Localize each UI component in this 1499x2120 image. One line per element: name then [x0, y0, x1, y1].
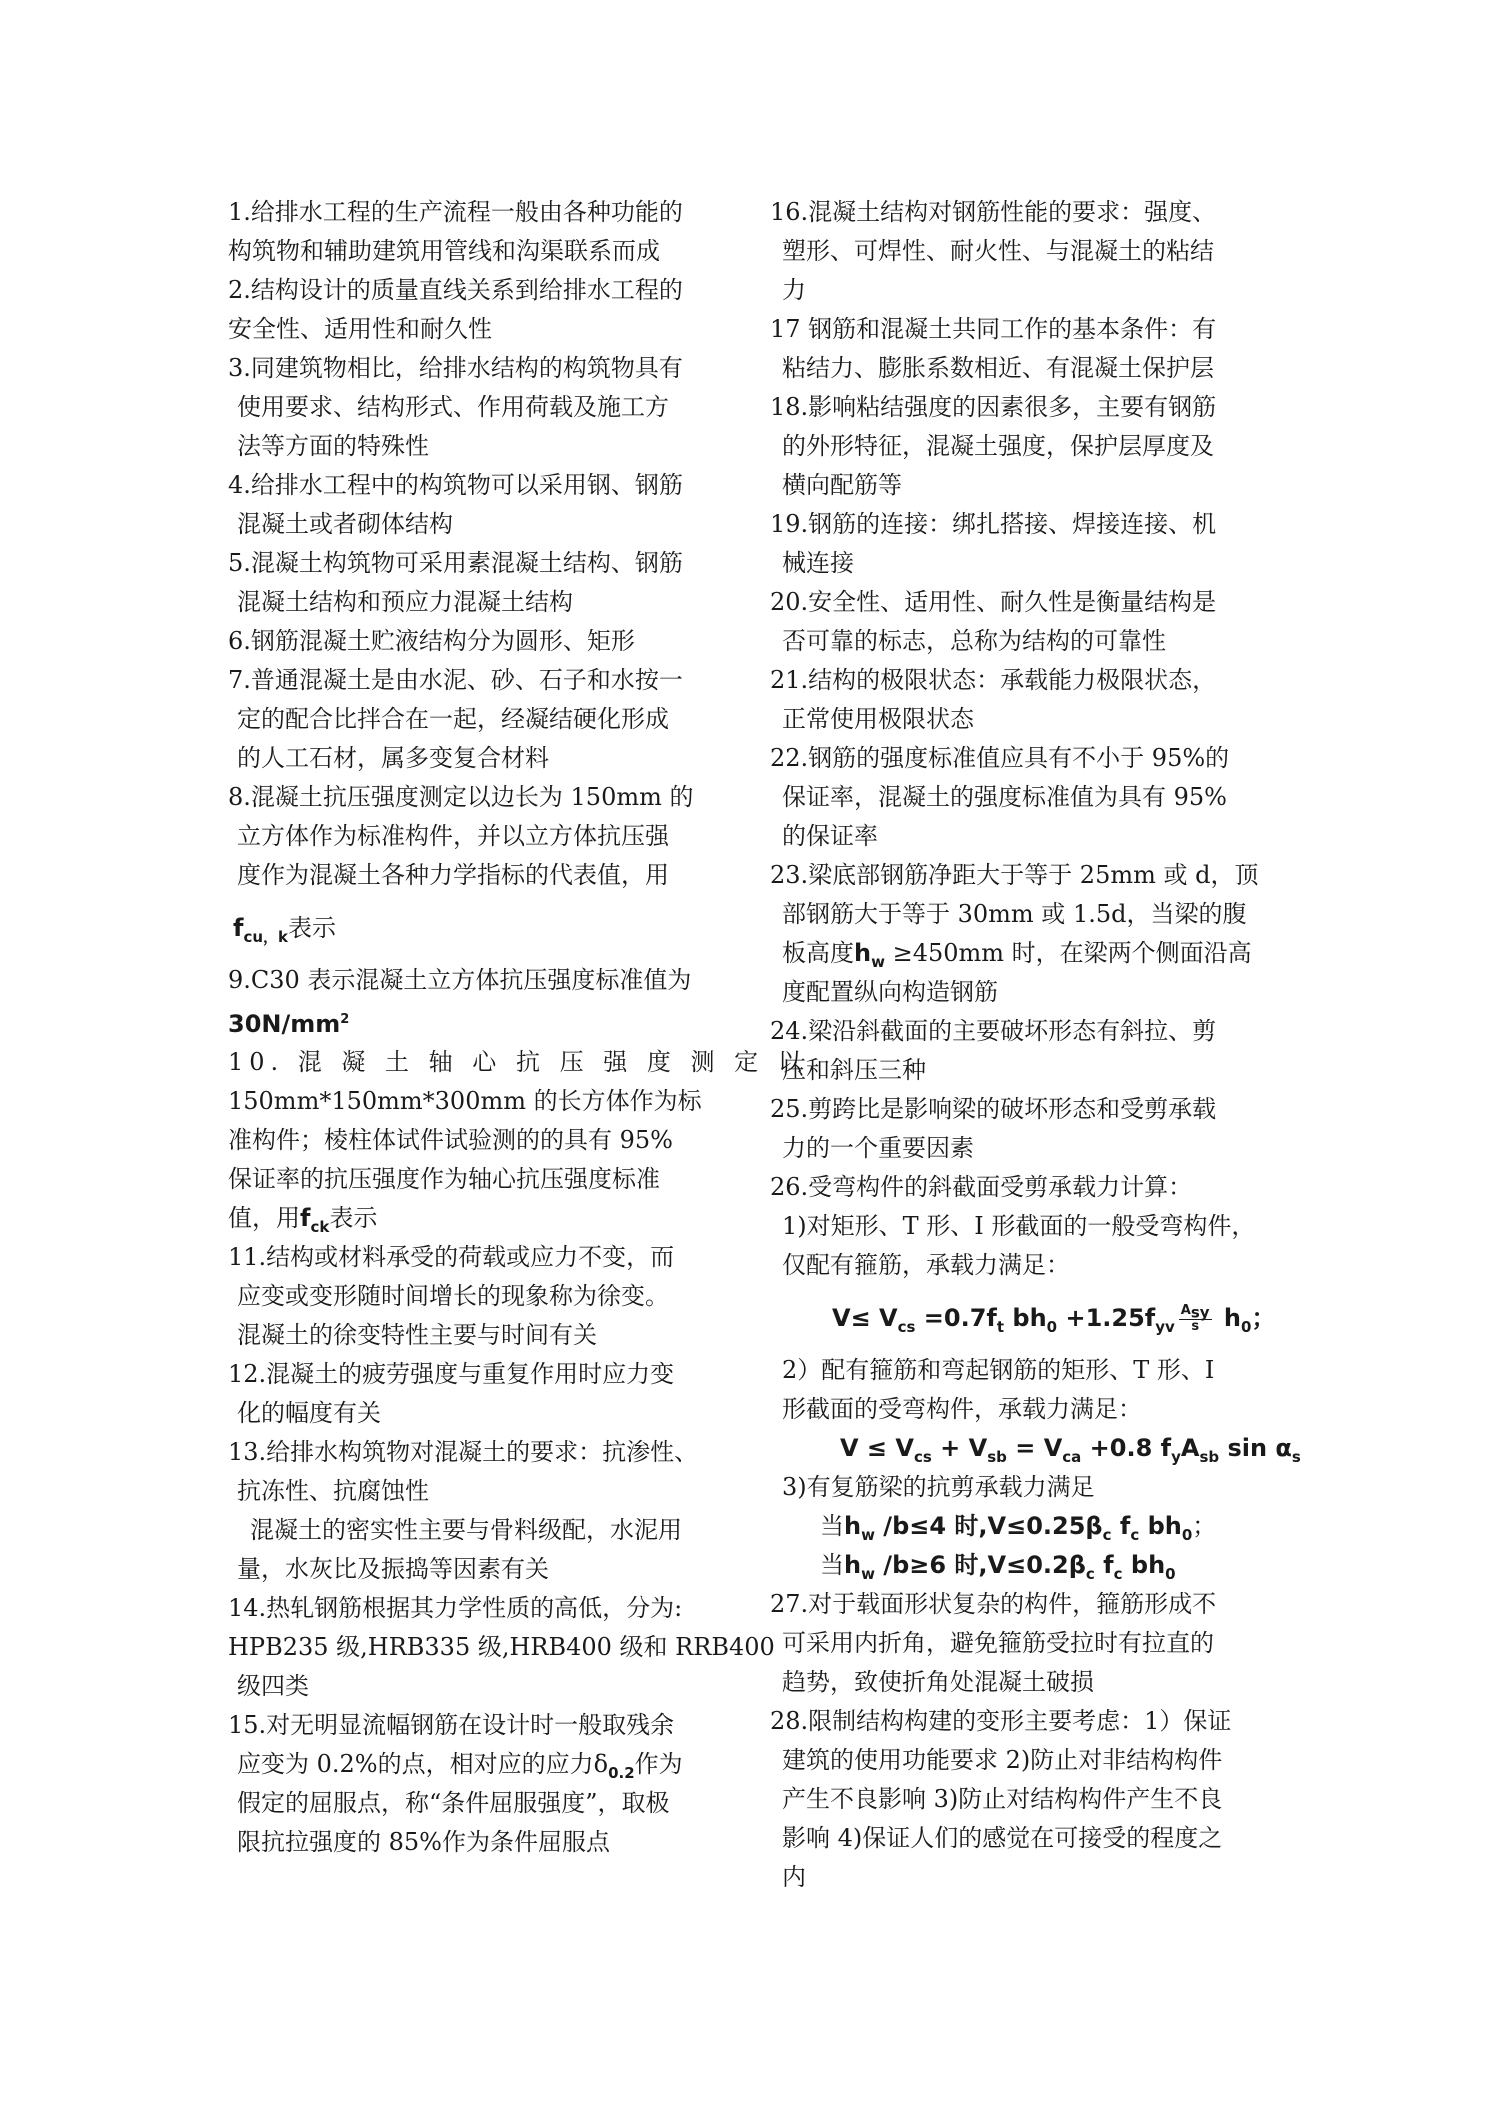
item-26-line-1: 26.受弯构件的斜截面受剪承载力计算：	[770, 1173, 1193, 1201]
item-1-line-1: 1.给排水工程的生产流程一般由各种功能的	[228, 198, 683, 226]
item-7-line-1: 7.普通混凝土是由水泥、砂、石子和水按一	[228, 666, 683, 694]
condition-sub: c	[1085, 1564, 1095, 1583]
item-21-line-2: 正常使用极限状态	[782, 705, 974, 733]
item-26-line-6: 3)有复筋梁的抗剪承载力满足	[782, 1473, 1095, 1501]
formula-vsb-sub: y	[1171, 1447, 1181, 1466]
formula-vcs-part: ；	[1251, 1304, 1276, 1332]
item-14-line-2: HPB235 级,HRB335 级,HRB400 级和 RRB400	[228, 1633, 775, 1661]
item-10-line-4: 保证率的抗压强度作为轴心抗压强度标准	[228, 1165, 660, 1193]
item-7-line-2: 定的配合比拌合在一起，经凝结硬化形成	[237, 705, 669, 733]
formula-condition-1	[770, 1507, 1276, 1546]
formula-vsb-sub: ca	[1062, 1447, 1082, 1466]
item-10-line-5-a: 值，用	[228, 1204, 300, 1232]
item-18-line-1: 18.影响粘结强度的因素很多，主要有钢筋	[770, 393, 1217, 421]
item-18-line-2: 的外形特征，混凝土强度，保护层厚度及	[782, 432, 1214, 460]
delta-symbol: δ	[593, 1750, 609, 1778]
formula-vcs-part: h	[1215, 1304, 1242, 1332]
item-5-line-1: 5.混凝土构筑物可采用素混凝土结构、钢筋	[228, 549, 683, 577]
item-15-line-2	[228, 1745, 728, 1784]
item-15-line-3: 假定的屈服点，称“条件屈服强度”，取极	[237, 1789, 670, 1817]
condition-sub: c	[1113, 1564, 1123, 1583]
formula-vsb-part: A	[1180, 1434, 1200, 1462]
formula-vsb-part: + V	[931, 1434, 988, 1462]
item-17-line-2: 粘结力、膨胀系数相近、有混凝土保护层	[782, 354, 1214, 382]
condition-sub: 0	[1181, 1525, 1193, 1544]
formula-condition-2	[770, 1546, 1276, 1585]
condition-part: h	[844, 1551, 862, 1579]
item-13-line-4: 量，水灰比及振捣等因素有关	[237, 1555, 549, 1583]
condition-part: ；	[1192, 1512, 1217, 1540]
item-22-line-2: 保证率，混凝土的强度标准值为具有 95%	[782, 783, 1227, 811]
item-4-line-1: 4.给排水工程中的构筑物可以采用钢、钢筋	[228, 471, 683, 499]
item-15-line-2-b: 作为	[634, 1750, 683, 1778]
item-24-line-2: 压和斜压三种	[782, 1056, 926, 1084]
item-3-line-1: 3.同建筑物相比，给排水结构的构筑物具有	[228, 354, 683, 382]
formula-vcs-part: V≤ V	[832, 1304, 898, 1332]
item-9-line-1: 9.C30 表示混凝土立方体抗压强度标准值为	[228, 966, 692, 994]
formula-vsb-part: = V	[1006, 1434, 1063, 1462]
hw-symbol: h	[854, 939, 872, 967]
item-3-line-2: 使用要求、结构形式、作用荷载及施工方	[237, 393, 669, 421]
delta-subscript: 0.2	[608, 1763, 635, 1782]
fcuk-symbol: f	[233, 914, 244, 942]
item-22-line-1: 22.钢筋的强度标准值应具有不小于 95%的	[770, 744, 1230, 772]
condition-part: bh	[1139, 1512, 1182, 1540]
formula-vcs	[770, 1285, 1276, 1351]
formula-vcs-sub: t	[996, 1317, 1005, 1336]
item-15-line-1: 15.对无明显流幅钢筋在设计时一般取残余	[228, 1711, 675, 1739]
formula-vcs-sub: yv	[1155, 1317, 1175, 1336]
item-24-line-1: 24.梁沿斜截面的主要破坏形态有斜拉、剪	[770, 1017, 1217, 1045]
formula-vsb-part: +0.8 f	[1081, 1434, 1172, 1462]
hw-subscript: w	[871, 952, 885, 971]
item-19-line-1: 19.钢筋的连接：绑扎搭接、焊接连接、机	[770, 510, 1217, 538]
item-21-line-1: 21.结构的极限状态：承载能力极限状态，	[770, 666, 1217, 694]
item-20-line-2: 否可靠的标志，总称为结构的可靠性	[782, 627, 1166, 655]
formula-vcs-part: =0.7f	[915, 1304, 997, 1332]
fcuk-subscript: cu，k	[243, 927, 288, 946]
item-8-line-2: 立方体作为标准构件，并以立方体抗压强	[237, 822, 669, 850]
item-23-line-3	[770, 934, 1276, 973]
formula-vsb-sub: s	[1291, 1447, 1301, 1466]
fck-subscript: ck	[310, 1217, 330, 1236]
condition-part: h	[844, 1512, 862, 1540]
item-22-line-3: 的保证率	[782, 822, 878, 850]
item-8-line-3: 度作为混凝土各种力学指标的代表值，用	[237, 861, 669, 889]
item-27-line-3: 趋势，致使折角处混凝土破损	[782, 1668, 1094, 1696]
item-2-line-1: 2.结构设计的质量直线关系到给排水工程的	[228, 276, 683, 304]
item-13-line-2: 抗冻性、抗腐蚀性	[237, 1477, 429, 1505]
item-8-tail: 表示	[288, 914, 336, 942]
formula-vcs-sub: 0	[1241, 1317, 1252, 1336]
item-14-line-3: 级四类	[237, 1672, 309, 1700]
formula-vsb-sub: cs	[913, 1447, 932, 1466]
formula-vsb-part: V ≤ V	[840, 1434, 914, 1462]
item-6-line-1: 6.钢筋混凝土贮液结构分为圆形、矩形	[228, 627, 635, 655]
condition-sub: w	[861, 1525, 875, 1544]
condition-part: f	[1094, 1551, 1114, 1579]
condition-sub: c	[1130, 1525, 1140, 1544]
right-column	[770, 193, 1301, 1897]
item-26-line-4: 2）配有箍筋和弯起钢筋的矩形、T 形、I	[782, 1356, 1215, 1384]
formula-vcs-part: +1.25f	[1057, 1304, 1156, 1332]
fraction-denominator: s	[1191, 1319, 1200, 1335]
item-7-line-3: 的人工石材，属多变复合材料	[237, 744, 549, 772]
left-column	[228, 193, 808, 1862]
item-10-line-5	[228, 1199, 728, 1238]
item-13-line-1: 13.给排水构筑物对混凝土的要求：抗渗性、	[228, 1438, 699, 1466]
item-4-line-2: 混凝土或者砌体结构	[237, 510, 453, 538]
item-11-line-2: 应变或变形随时间增长的现象称为徐变。	[237, 1282, 669, 1310]
item-11-line-1: 11.结构或材料承受的荷载或应力不变，而	[228, 1243, 675, 1271]
item-27-line-2: 可采用内折角，避免箍筋受拉时有拉直的	[782, 1629, 1214, 1657]
formula-vcs-part: bh	[1004, 1304, 1047, 1332]
formula-vsb	[770, 1429, 1301, 1468]
formula-vcs-sub: cs	[897, 1317, 916, 1336]
formula-vsb-sub: sb	[1199, 1447, 1220, 1466]
numerator-text: A	[1180, 1302, 1191, 1318]
item-28-line-4: 影响 4)保证人们的感觉在可接受的程度之	[782, 1824, 1223, 1852]
unit-text: 30N/mm	[228, 1010, 341, 1038]
item-23-line-1: 23.梁底部钢筋净距大于等于 25mm 或 d，顶	[770, 861, 1259, 889]
unit-superscript: 2	[340, 1012, 350, 1027]
condition-sub: w	[861, 1564, 875, 1583]
item-9-line-2	[228, 1000, 728, 1039]
item-8-symbol-line	[228, 895, 728, 961]
condition-sub: 0	[1165, 1564, 1176, 1583]
item-11-line-3: 混凝土的徐变特性主要与时间有关	[237, 1321, 597, 1349]
item-16-line-3: 力	[782, 276, 806, 304]
item-23-line-3-a: 板高度	[782, 939, 854, 967]
item-10-line-3: 准构件；棱柱体试件试验测的的具有 95%	[228, 1126, 673, 1154]
item-1-line-2: 构筑物和辅助建筑用管线和沟渠联系而成	[228, 237, 660, 265]
fraction-numerator	[1179, 1304, 1212, 1321]
item-14-line-1: 14.热轧钢筋根据其力学性质的高低，分为:	[228, 1594, 683, 1622]
item-19-line-2: 械连接	[782, 549, 854, 577]
item-28-line-5: 内	[782, 1863, 806, 1891]
item-26-line-5: 形截面的受弯构件，承载力满足：	[782, 1395, 1142, 1423]
item-23-line-3-b: ≥450mm 时，在梁两个侧面沿高	[884, 939, 1252, 967]
item-25-line-2: 力的一个重要因素	[782, 1134, 974, 1162]
item-15-line-4: 限抗拉强度的 85%作为条件屈服点	[237, 1828, 610, 1856]
formula-vsb-part: sin α	[1219, 1434, 1292, 1462]
formula-fraction	[1179, 1304, 1212, 1335]
item-8-line-1: 8.混凝土抗压强度测定以边长为 150mm 的	[228, 783, 694, 811]
condition-part: f	[1111, 1512, 1131, 1540]
item-2-line-2: 安全性、适用性和耐久性	[228, 315, 492, 343]
item-23-line-4: 度配置纵向构造钢筋	[782, 978, 998, 1006]
item-25-line-1: 25.剪跨比是影响梁的破坏形态和受剪承载	[770, 1095, 1217, 1123]
numerator-sub: sy	[1190, 1303, 1210, 1322]
item-20-line-1: 20.安全性、适用性、耐久性是衡量结构是	[770, 588, 1217, 616]
item-16-line-2: 塑形、可焊性、耐火性、与混凝土的粘结	[782, 237, 1214, 265]
item-26-line-3: 仅配有箍筋，承载力满足：	[782, 1251, 1070, 1279]
condition-sub: c	[1102, 1525, 1112, 1544]
item-5-line-2: 混凝土结构和预应力混凝土结构	[237, 588, 573, 616]
item-12-line-2: 化的幅度有关	[237, 1399, 381, 1427]
condition-part: /b≥6 时,V≤0.2β	[874, 1551, 1086, 1579]
condition-part: bh	[1122, 1551, 1166, 1579]
item-18-line-3: 横向配筋等	[782, 471, 902, 499]
item-3-line-3: 法等方面的特殊性	[237, 432, 429, 460]
item-28-line-1: 28.限制结构构建的变形主要考虑：1）保证	[770, 1707, 1232, 1735]
item-28-line-3: 产生不良影响 3)防止对结构构件产生不良	[782, 1785, 1223, 1813]
condition-part: /b≤4 时,V≤0.25β	[874, 1512, 1103, 1540]
item-17-line-1: 17 钢筋和混凝土共同工作的基本条件：有	[770, 315, 1217, 343]
item-28-line-2: 建筑的使用功能要求 2)防止对非结构构件	[782, 1746, 1223, 1774]
item-15-line-2-a: 应变为 0.2%的点，相对应的应力	[237, 1750, 594, 1778]
item-10-line-1: 10. 混 凝 土 轴 心 抗 压 强 度 测 定 以	[228, 1048, 808, 1076]
condition-part: 当	[820, 1551, 844, 1579]
item-16-line-1: 16.混凝土结构对钢筋性能的要求：强度、	[770, 198, 1217, 226]
item-23-line-2: 部钢筋大于等于 30mm 或 1.5d，当梁的腹	[782, 900, 1247, 928]
item-13-line-3: 混凝土的密实性主要与骨料级配，水泥用	[250, 1516, 682, 1544]
item-12-line-1: 12.混凝土的疲劳强度与重复作用时应力变	[228, 1360, 675, 1388]
condition-part: 当	[820, 1512, 844, 1540]
item-27-line-1: 27.对于载面形状复杂的构件，箍筋形成不	[770, 1590, 1217, 1618]
item-10-line-2: 150mm*150mm*300mm 的长方体作为标	[228, 1087, 702, 1115]
fck-symbol: f	[300, 1204, 311, 1232]
formula-vsb-sub: sb	[987, 1447, 1007, 1466]
item-10-line-5-b: 表示	[329, 1204, 378, 1232]
item-26-line-2: 1)对矩形、T 形、I 形截面的一般受弯构件，	[782, 1212, 1256, 1240]
formula-vcs-sub: 0	[1046, 1317, 1058, 1336]
